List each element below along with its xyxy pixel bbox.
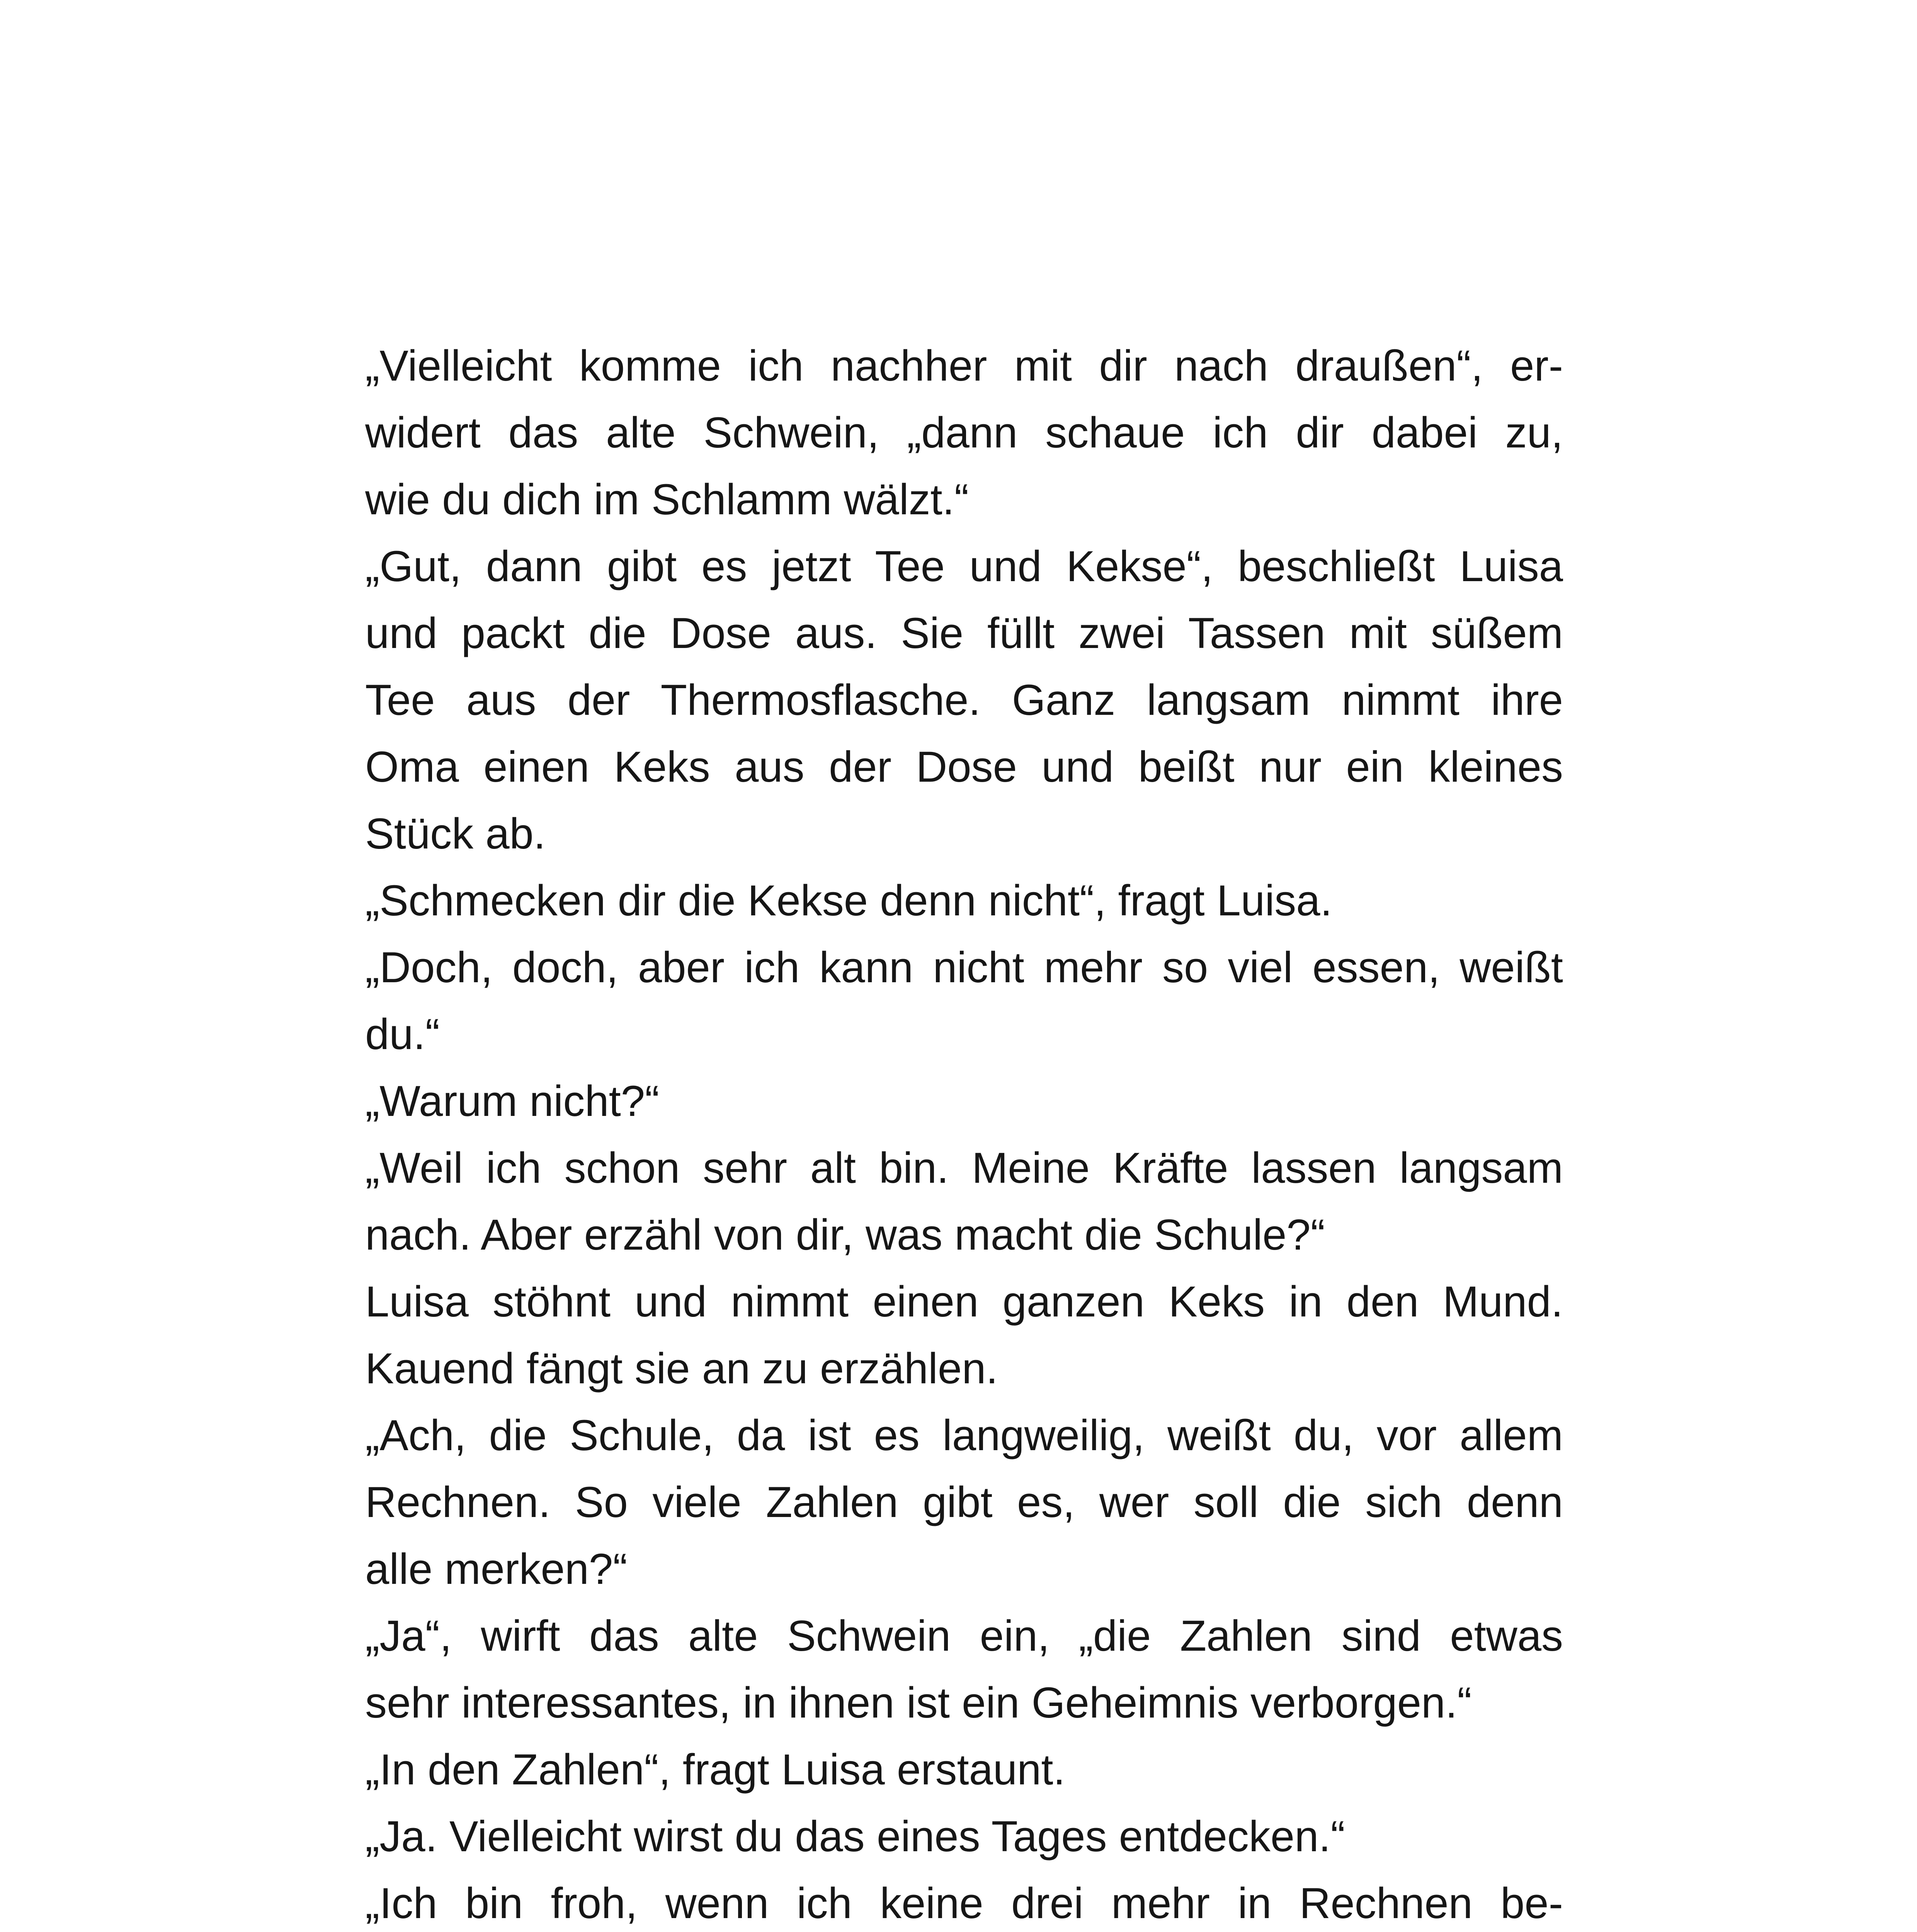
text-line: Kauend fängt sie an zu erzählen. [365, 1344, 998, 1393]
text-line: Stück ab. [365, 810, 546, 858]
text-line: und packt die Dose aus. Sie füllt zwei Tassen mit süßem [365, 609, 1563, 657]
text-line: Oma einen Keks aus der Dose und beißt nur ein kleines [365, 743, 1563, 791]
text-line: „Ja“, wirft das alte Schwein ein, „die Zahlen sind etwas [365, 1612, 1563, 1660]
text-line: „Warum nicht?“ [365, 1077, 660, 1125]
text-line: alle merken?“ [365, 1545, 628, 1593]
text-line: du.“ [365, 1010, 440, 1058]
text-line: nach. Aber erzähl von dir, was macht die Schule?“ [365, 1211, 1325, 1259]
text-line: „Schmecken dir die Kekse denn nicht“, fragt Luisa. [365, 876, 1332, 925]
text-line: „Weil ich schon sehr alt bin. Meine Kräfte lassen langsam [365, 1144, 1563, 1192]
text-line: Rechnen. So viele Zahlen gibt es, wer soll die sich denn [365, 1478, 1563, 1526]
text-line: widert das alte Schwein, „dann schaue ich dir dabei zu, [365, 408, 1563, 457]
text-line: „Vielleicht komme ich nachher mit dir nach draußen“, er- [365, 342, 1563, 390]
text-line: Tee aus der Thermosflasche. Ganz langsam nimmt ihre [365, 676, 1563, 724]
text-line: „Ach, die Schule, da ist es langweilig, weißt du, vor allem [365, 1411, 1563, 1459]
text-line: „Ich bin froh, wenn ich keine drei mehr in Rechnen be- [365, 1879, 1563, 1927]
body-text [365, 332, 1563, 1932]
text-line: sehr interessantes, in ihnen ist ein Geheimnis verborgen.“ [365, 1679, 1472, 1727]
text-line: „Gut, dann gibt es jetzt Tee und Kekse“, beschließt Luisa [365, 542, 1563, 590]
text-line: Luisa stöhnt und nimmt einen ganzen Keks in den Mund. [365, 1277, 1563, 1326]
text-line: „Doch, doch, aber ich kann nicht mehr so viel essen, weißt [365, 943, 1563, 992]
text-line: wie du dich im Schlamm wälzt.“ [365, 475, 969, 524]
text-line: „Ja. Vielleicht wirst du das eines Tages entdecken.“ [365, 1812, 1345, 1861]
text-line: „In den Zahlen“, fragt Luisa erstaunt. [365, 1745, 1065, 1794]
